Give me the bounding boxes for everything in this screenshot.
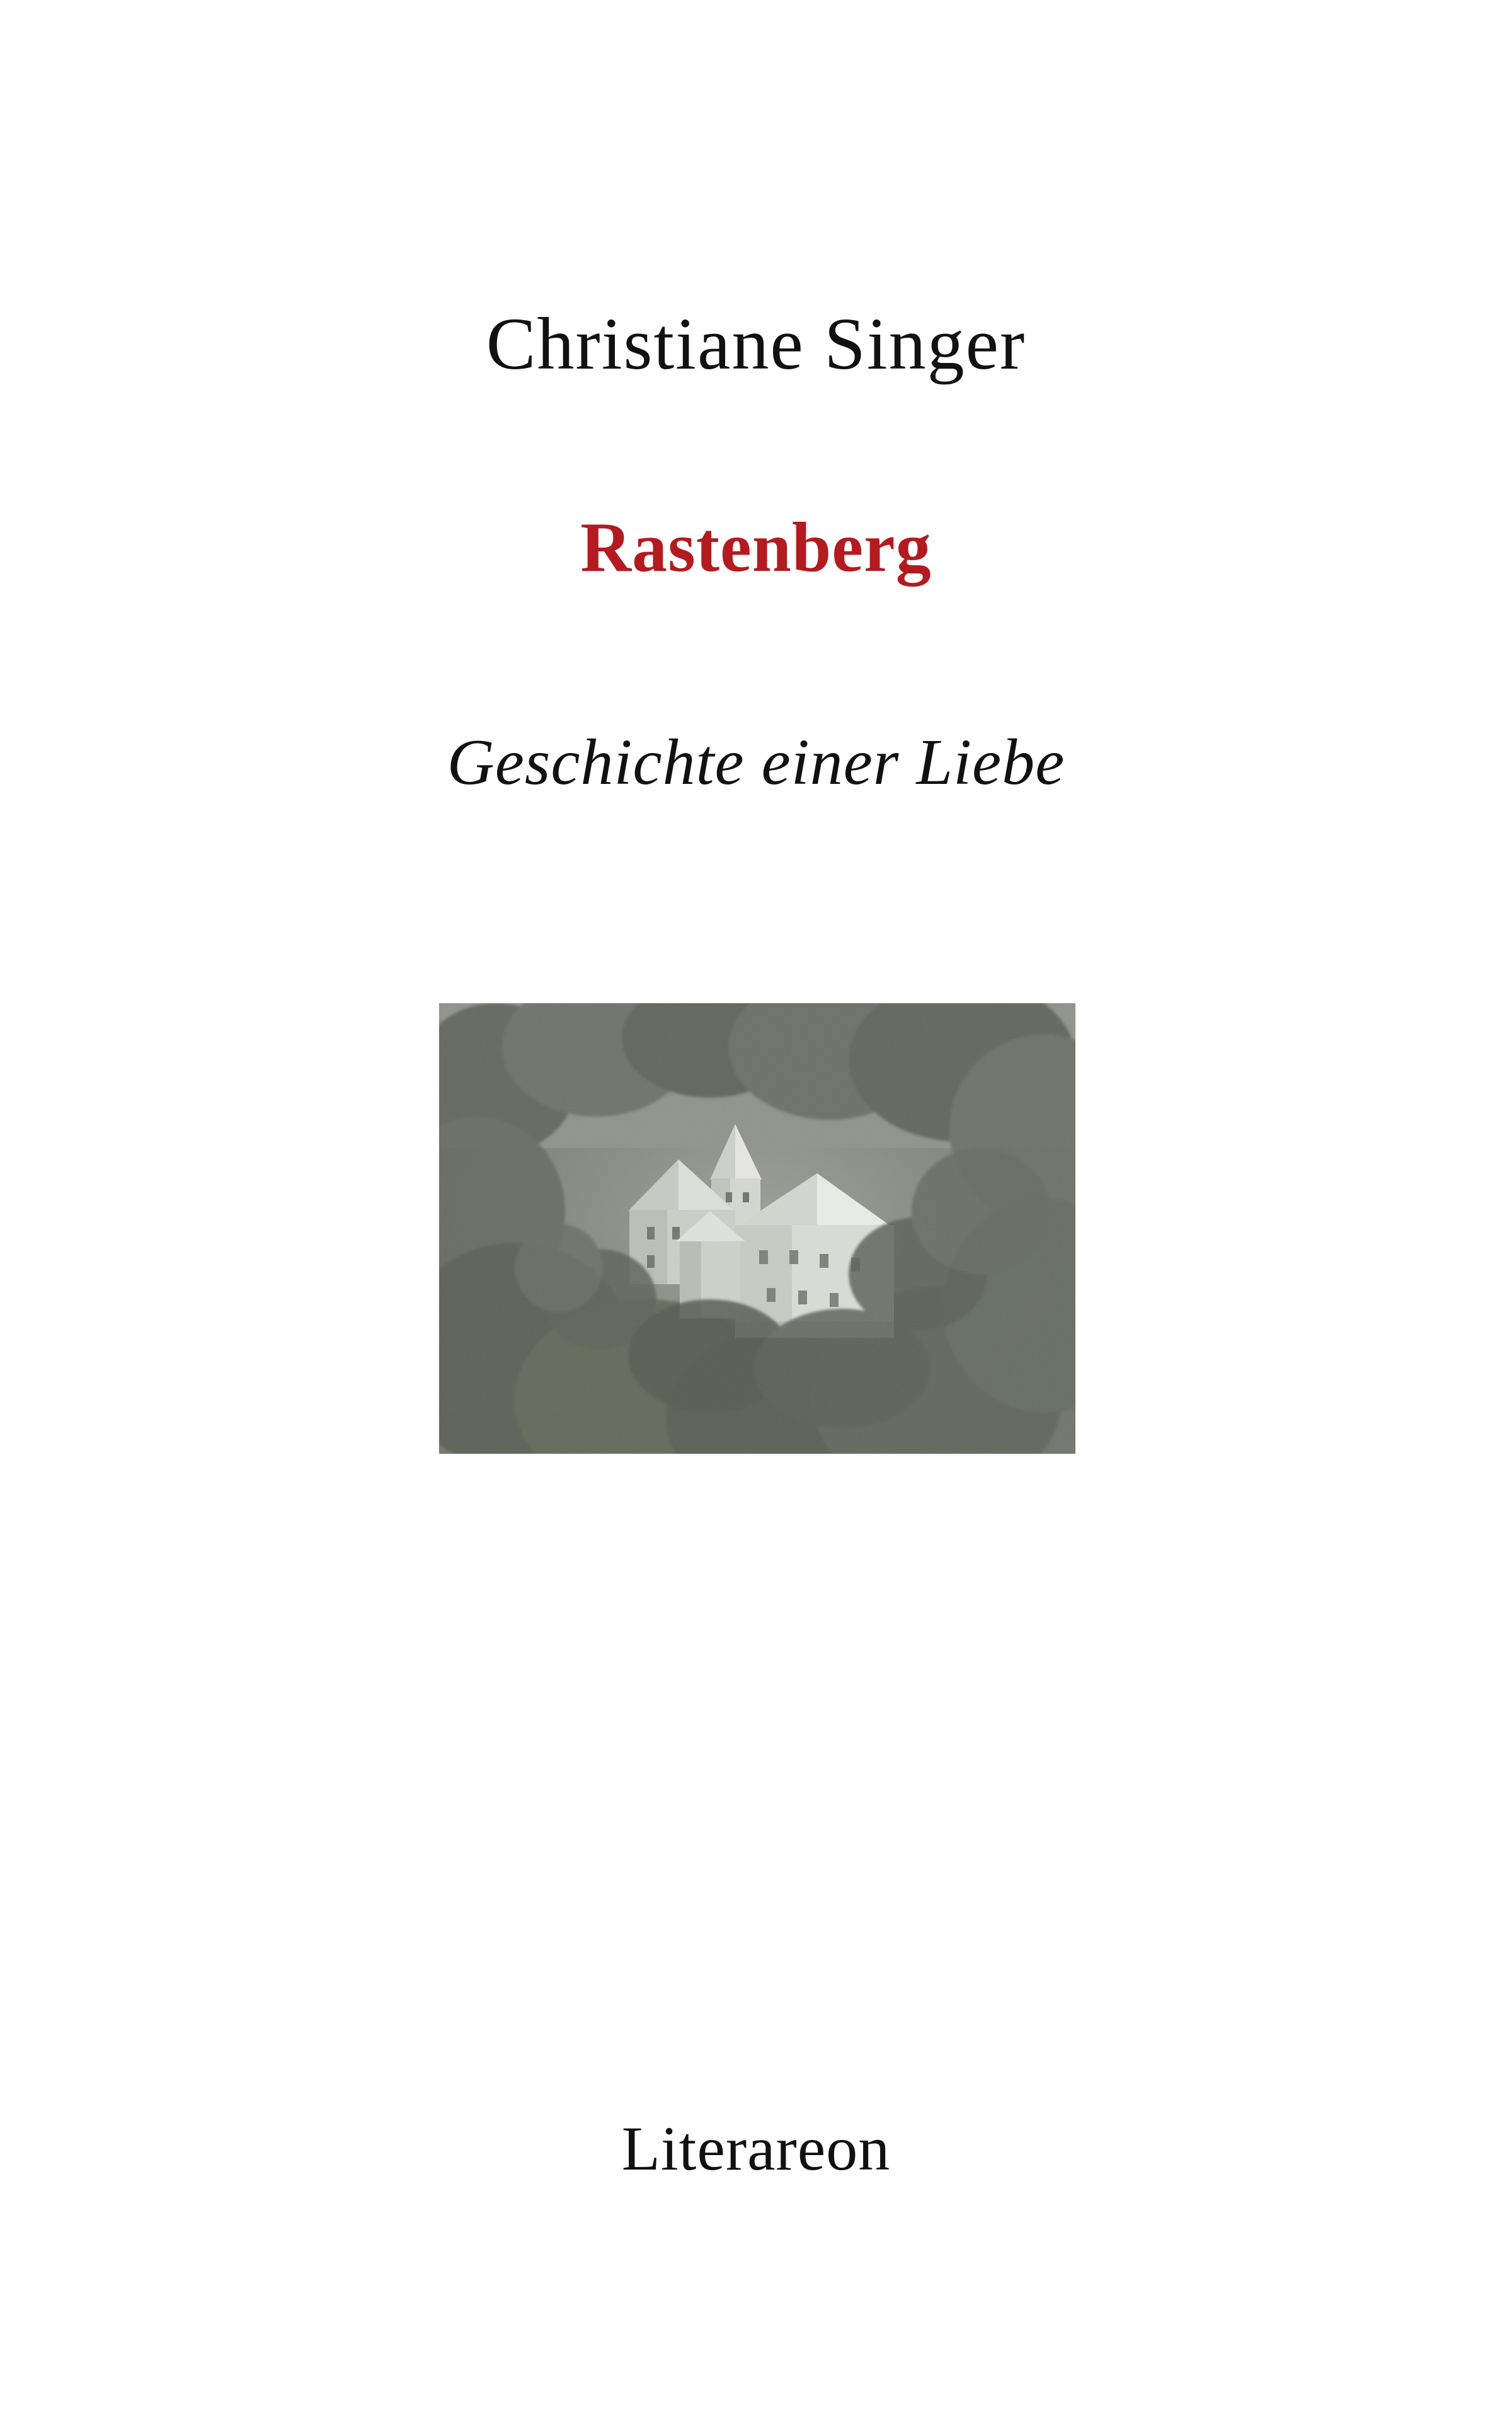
castle-photograph [439, 1003, 1075, 1454]
book-title: Rastenberg [580, 509, 932, 587]
book-subtitle: Geschichte einer Liebe [447, 726, 1065, 798]
publisher-name: Literareon [621, 2113, 891, 2183]
author-name: Christiane Singer [486, 302, 1026, 385]
